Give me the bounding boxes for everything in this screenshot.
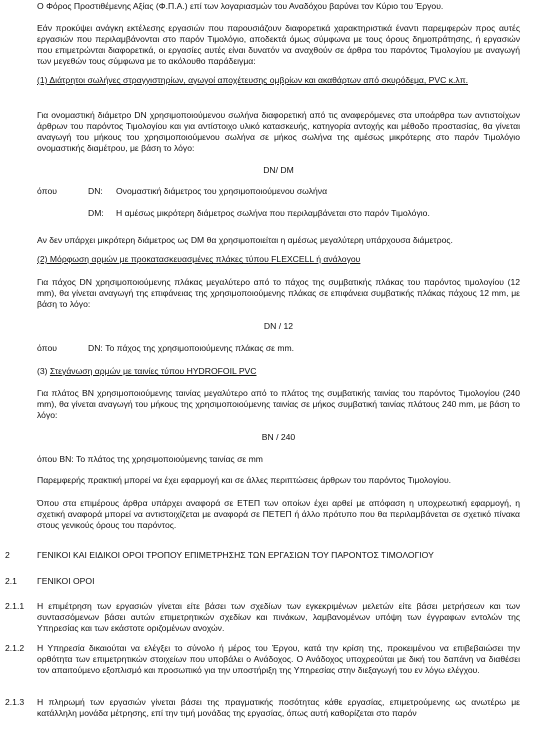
- similar-practice-paragraph: Παρεμφερής πρακτική μπορεί να έχει εφαρμογή και σε άλλες περιπτώσεις άρθρων του παρόντος Τιμολογίου.: [37, 475, 452, 485]
- dm-symbol: DM:: [88, 208, 104, 218]
- dn-symbol: DN:: [88, 186, 103, 196]
- item1-note: Αν δεν υπάρχει μικρότερη διάμετρος ως DM θα χρησιμοποιείται η αμέσως μεγαλύτερη υπάρχουσα διάμετρος.: [37, 235, 453, 245]
- item3-paragraph: Για πλάτος BN χρησιμοποιούμενης ταινίας μεγαλύτερο από το πλάτος της συμβατικής ταινίας του παρόντος Τιμολογίου (240 mm), θα γίνεται αναγωγή του μήκους της χρησιμοποιούμενης ταινίας σε μήκος συμβατική ταινίας πλάτους 240 mm, με βάση το λόγο:: [37, 388, 520, 420]
- where-label: όπου: [37, 186, 57, 196]
- where-label-2: όπου: [37, 343, 57, 353]
- section-2-1-3-number: 2.1.3: [5, 697, 25, 707]
- item2-ratio: DN / 12: [263, 321, 294, 331]
- item3-definition: όπου BN: Το πλάτος της χρησιμοποιούμενης ταινίας σε mm: [37, 454, 263, 464]
- item2-definition: DN: Το πάχος της χρησιμοποιούμενης πλάκας σε mm.: [88, 343, 295, 353]
- section-2-number: 2: [5, 550, 10, 560]
- section-2-1-3-text: Η πληρωμή των εργασιών γίνεται βάσει της πραγματικής ποσότητας κάθε εργασίας, επιμετρούμενης ως ανωτέρω με κατάλληλη μονάδα μέτρησης, επί την τιμή μονάδας της εργασίας, όπως αυτή καθορίζεται στο παρόν: [37, 697, 520, 718]
- section-2-1-title: ΓΕΝΙΚΟΙ ΟΡΟΙ: [37, 576, 95, 586]
- item2-heading: (2) Μόρφωση αρμών με προκατασκευασμένες πλάκες τύπου FLEXCELL ή ανάλογου: [37, 254, 361, 264]
- dn-definition: Ονομαστική διάμετρος του χρησιμοποιούμενου σωλήνα: [116, 186, 328, 196]
- section-2-title: ΓΕΝΙΚΟΙ ΚΑΙ ΕΙΔΙΚΟΙ ΟΡΟΙ ΤΡΟΠΟΥ ΕΠΙΜΕΤΡΗΣΗΣ ΤΩΝ ΕΡΓΑΣΙΩΝ ΤΟΥ ΠΑΡΟΝΤΟΣ ΤΙΜΟΛΟΓΙΟΥ: [37, 550, 434, 560]
- conversion-paragraph: Εάν προκύψει ανάγκη εκτέλεσης εργασιών που παρουσιάζουν διαφορετικά χαρακτηριστικά έναντι παρεμφερών προς αυτές εργασιών που περιλαμβάνονται στο παρόν Τιμολόγιο, αποδεκτά όμως σύμφωνα με τους όρους δημοπράτησης, ή εργασιών που επιμετρώνται διαφορετικά, οι εργασίες αυτές είναι δυνατόν να αναχθούν σε άρθρα του παρόντος Τιμολογίου με αναγωγή των μεγεθών τους σύμφωνα με το ακόλουθο παράδειγμα:: [37, 23, 520, 66]
- item3-ratio: BN / 240: [261, 432, 296, 442]
- dm-definition: Η αμέσως μικρότερη διάμετρος σωλήνα που περιλαμβάνεται στο παρόν Τιμολόγιο.: [116, 208, 430, 218]
- item2-paragraph: Για πάχος DN χρησιμοποιούμενης πλάκας μεγαλύτερο από το πάχος της συμβατικής πλάκας του παρόντος τιμολογίου (12 mm), θα γίνεται αναγωγή της επιφάνειας της χρησιμοποιούμενης πλάκας σε επιφάνεια συμβατικής πλάκας πάχους 12 mm, με βάση το λόγο:: [37, 277, 520, 309]
- etep-paragraph: Όπου στα επιμέρους άρθρα υπάρχει αναφορά σε ΕΤΕΠ των οποίων έχει αρθεί με απόφαση η υποχρεωτική εφαρμογή, η σχετική αναφορά μπορεί να αντιστοιχίζεται με αναφορά σε ΠΕΤΕΠ ή άλλο πρότυπο που θα περιλαμβάνεται σε σχετικό πίνακα στους γενικούς όρους του παρόντος.: [37, 498, 520, 530]
- item1-heading: (1) Διάτρητοι σωλήνες στραγγιστηρίων, αγωγοί αποχέτευσης ομβρίων και ακαθάρτων από σκυρόδεμα, PVC κ.λπ.: [37, 75, 469, 85]
- item3-heading-text: (3) Στεγάνωση αρμών με ταινίες τύπου HYDROFOIL PVC: [37, 366, 257, 376]
- item1-paragraph: Για ονομαστική διάμετρο DN χρησιμοποιούμενου σωλήνα διαφορετική από τις αναφερόμενες στα υποάρθρα των αντιστοίχων άρθρων του παρόντος Τιμολογίου και για αντίστοιχο υλικό κατασκευής, κατηγορία αντοχής και μέθοδο προστασίας, θα γίνεται αναγωγή του μήκους του χρησιμοποιούμενου σωλήνα σε μήκος σωλήνα της αμέσως μικρότερης στο παρόν Τιμολόγιο ονομαστικής διαμέτρου, με βάση το λόγο:: [37, 110, 520, 153]
- section-2-1-1-text: Η επιμέτρηση των εργασιών γίνεται είτε βάσει των σχεδίων των εγκεκριμένων μελετών είτε βάσει μετρήσεων και των συντασσόμενων βάσει αυτών επιμετρητικών σχεδίων και πινάκων, λαμβανομένων υπόψη των έγγραφων εντολών της Υπηρεσίας και των εκάστοτε οριζομένων ανοχών.: [37, 601, 520, 633]
- section-2-1-number: 2.1: [5, 576, 17, 586]
- section-2-1-1-number: 2.1.1: [5, 601, 25, 611]
- section-2-1-2-number: 2.1.2: [5, 643, 25, 653]
- intro-paragraph: Ο Φόρος Προστιθέμενης Αξίας (Φ.Π.Α.) επί των λογαριασμών του Αναδόχου βαρύνει τον Κύριο του Έργου.: [37, 1, 444, 11]
- item1-ratio: DN/ DM: [263, 165, 294, 175]
- section-2-1-2-text: Η Υπηρεσία δικαιούται να ελέγξει το σύνολο ή μέρος του Έργου, κατά την κρίση της, προκειμένου να επιβεβαιώσει την ορθότητα των επιμετρητικών στοιχείων που υποβάλει ο Ανάδοχος. Ο Ανάδοχος υποχρεούται με δική του δαπάνη να διαθέσει τον απαιτούμενο εξοπλισμό και προσωπικό για την υποστήριξη της Υπηρεσίας στην διεξαγωγή του εν λόγω ελέγχου.: [37, 643, 520, 675]
- item3-heading: [37, 366, 520, 377]
